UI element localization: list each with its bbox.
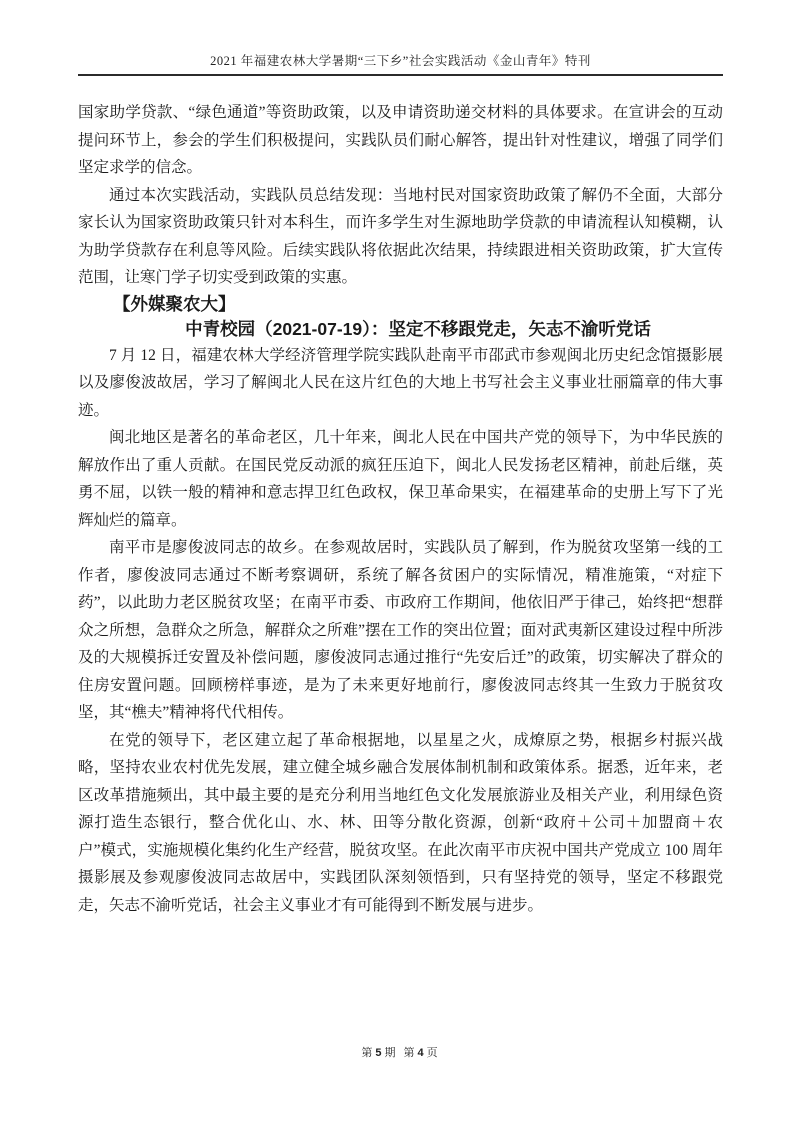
paragraph: 在党的领导下，老区建立起了革命根据地，以星星之火，成燎原之势，根据乡村振兴战略，坚持农业农村优先发展，建立健全城乡融合发展体制机制和政策体系。据悉，近年来，老区改革措施频出，其中最主要的是充分利用当地红色文化发展旅游业及相关产业，利用绿色资源打造生态银行，整合优化山、水、林、田等分散化资源，创新“政府＋公司＋加盟商＋农户”模式，实施规模化集约化生产经营，脱贫攻坚。在此次南平市庆祝中国共产党成立 100 周年摄影展及参观廖俊波同志故居中，实践团队深刻领悟到，只有坚持党的领导，坚定不移跟党走，矢志不渝听党话，社会主义事业才有可能得到不断发展与进步。: [78, 731, 723, 914]
article-title: 中青校园（2021-07-19）：坚定不移跟党走，矢志不渝听党话: [185, 318, 651, 339]
page-label: 第: [403, 1047, 415, 1059]
paragraph: 国家助学贷款、“绿色通道”等资助政策，以及申请资助递交材料的具体要求。在宣讲会的互动提问环节上，参会的学生们积极提问，实践队员们耐心解答，提出针对性建议，增强了同学们坚定求学的信念。: [78, 104, 723, 176]
paragraph: 南平市是廖俊波同志的故乡。在参观故居时，实践队员了解到，作为脱贫攻坚第一线的工作者，廖俊波同志通过不断考察调研，系统了解各贫困户的实际情况，精准施策，“对症下药”，以此助力老区脱贫攻坚；在南平市委、市政府工作期间，他依旧严于律己，始终把“想群众之所想，急群众之所急，解群众之所难”摆在工作的突出位置；面对武夷新区建设过程中所涉及的大规模拆迁安置及补偿问题，廖俊波同志通过推行“先安后迁”的政策，切实解决了群众的住房安置问题。回顾榜样事迹，是为了未来更好地前行，廖俊波同志终其一生致力于脱贫攻坚，其“樵夫”精神将代代相传。: [78, 539, 723, 721]
page-number: 4: [417, 1047, 424, 1059]
header-divider: [78, 74, 723, 76]
issue-unit: 期: [384, 1047, 396, 1059]
document-body: [78, 99, 723, 919]
page-footer: [0, 1046, 799, 1061]
section-heading: 【外媒聚农大】: [113, 293, 236, 314]
header-title: 2021 年福建农林大学暑期“三下乡”社会实践活动《金山青年》特刊: [210, 54, 591, 68]
paragraph: 闽北地区是著名的革命老区，几十年来，闽北人民在中国共产党的领导下，为中华民族的解放作出了重人贡献。在国民党反动派的疯狂压迫下，闽北人民发扬老区精神，前赴后继，英勇不屈，以铁一般的精神和意志捍卫红色政权，保卫革命果实，在福建革命的史册上写下了光辉灿烂的篇章。: [78, 429, 723, 529]
paragraph: 通过本次实践活动，实践队员总结发现：当地村民对国家资助政策了解仍不全面，大部分家长认为国家资助政策只针对本科生，而许多学生对生源地助学贷款的申请流程认知模糊，认为助学贷款存在利息等风险。后续实践队将依据此次结果，持续跟进相关资助政策，扩大宣传范围，让寒门学子切实受到政策的实惠。: [78, 186, 723, 286]
paragraph: 7 月 12 日，福建农林大学经济管理学院实践队赴南平市邵武市参观闽北历史纪念馆摄影展以及廖俊波故居，学习了解闽北人民在这片红色的大地上书写社会主义事业壮丽篇章的伟大事迹。: [78, 346, 723, 419]
issue-label: 第: [361, 1047, 373, 1059]
page-unit: 页: [426, 1047, 438, 1059]
page-header: [78, 0, 723, 76]
issue-number: 5: [375, 1047, 382, 1059]
